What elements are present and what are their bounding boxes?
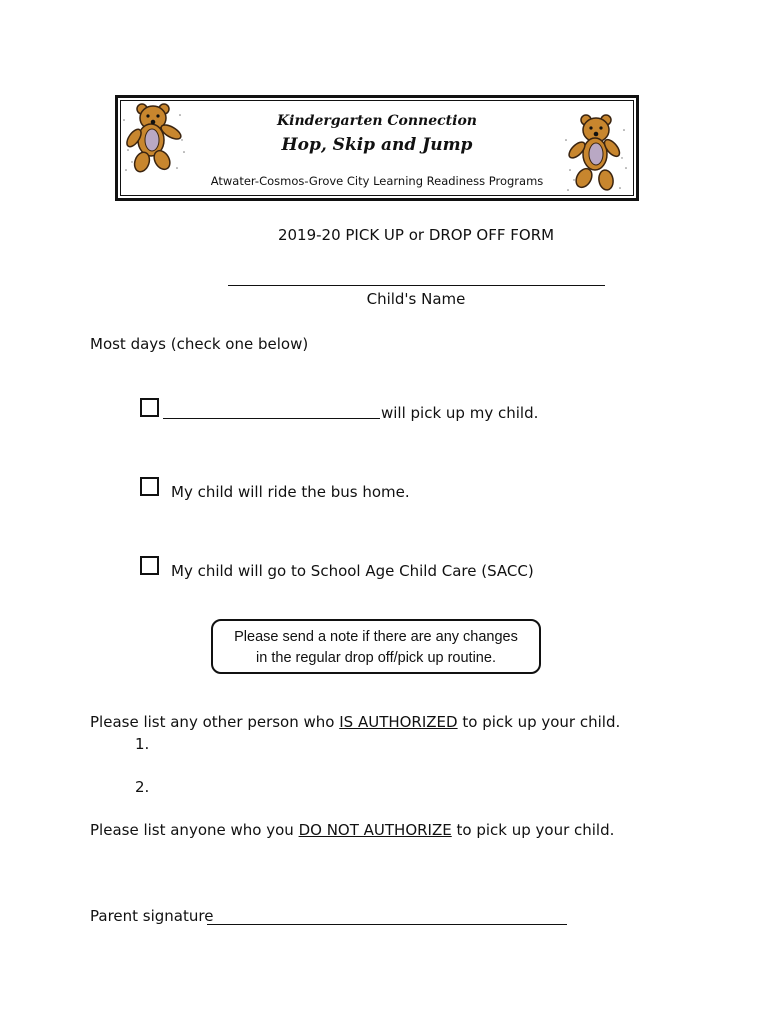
not-authorized-suffix: to pick up your child.	[451, 821, 615, 839]
note-callout	[211, 619, 541, 674]
checkbox-sacc[interactable]	[140, 556, 159, 575]
most-days-label: Most days (check one below)	[90, 335, 309, 353]
signature-field[interactable]	[207, 924, 567, 925]
header-subtitle: Atwater-Cosmos-Grove City Learning Readiness Programs	[210, 174, 544, 188]
pickup-person-field[interactable]	[163, 418, 380, 419]
teddy-bear-icon	[562, 110, 632, 195]
note-line1: Please send a note if there are any changes	[234, 629, 518, 645]
not-authorized-prefix: Please list anyone who you	[90, 821, 299, 839]
authorized-item-1[interactable]: 1.	[135, 735, 150, 753]
teddy-bear-icon	[120, 100, 190, 175]
authorized-instruction	[90, 713, 620, 731]
note-line2: in the regular drop off/pick up routine.	[256, 650, 496, 666]
header-title-line2: Hop, Skip and Jump	[281, 135, 473, 155]
child-name-label: Child's Name	[366, 290, 466, 308]
option-bus-label: My child will ride the bus home.	[171, 483, 410, 501]
signature-label: Parent signature	[90, 907, 214, 925]
authorized-item-2[interactable]: 2.	[135, 778, 150, 796]
header-banner	[115, 95, 639, 201]
authorized-prefix: Please list any other person who	[90, 713, 340, 731]
header-title-line1: Kindergarten Connection	[277, 113, 477, 129]
authorized-suffix: to pick up your child.	[457, 713, 621, 731]
checkbox-pickup[interactable]	[140, 398, 159, 417]
authorized-emphasis: IS AUTHORIZED	[339, 713, 458, 731]
option-sacc-label: My child will go to School Age Child Care (SACC)	[171, 562, 534, 580]
form-title: 2019-20 PICK UP or DROP OFF FORM	[277, 226, 555, 244]
not-authorized-instruction	[90, 821, 614, 839]
not-authorized-emphasis: DO NOT AUTHORIZE	[298, 821, 452, 839]
child-name-field[interactable]	[228, 285, 605, 286]
checkbox-bus[interactable]	[140, 477, 159, 496]
option-pickup-label: will pick up my child.	[381, 404, 539, 422]
